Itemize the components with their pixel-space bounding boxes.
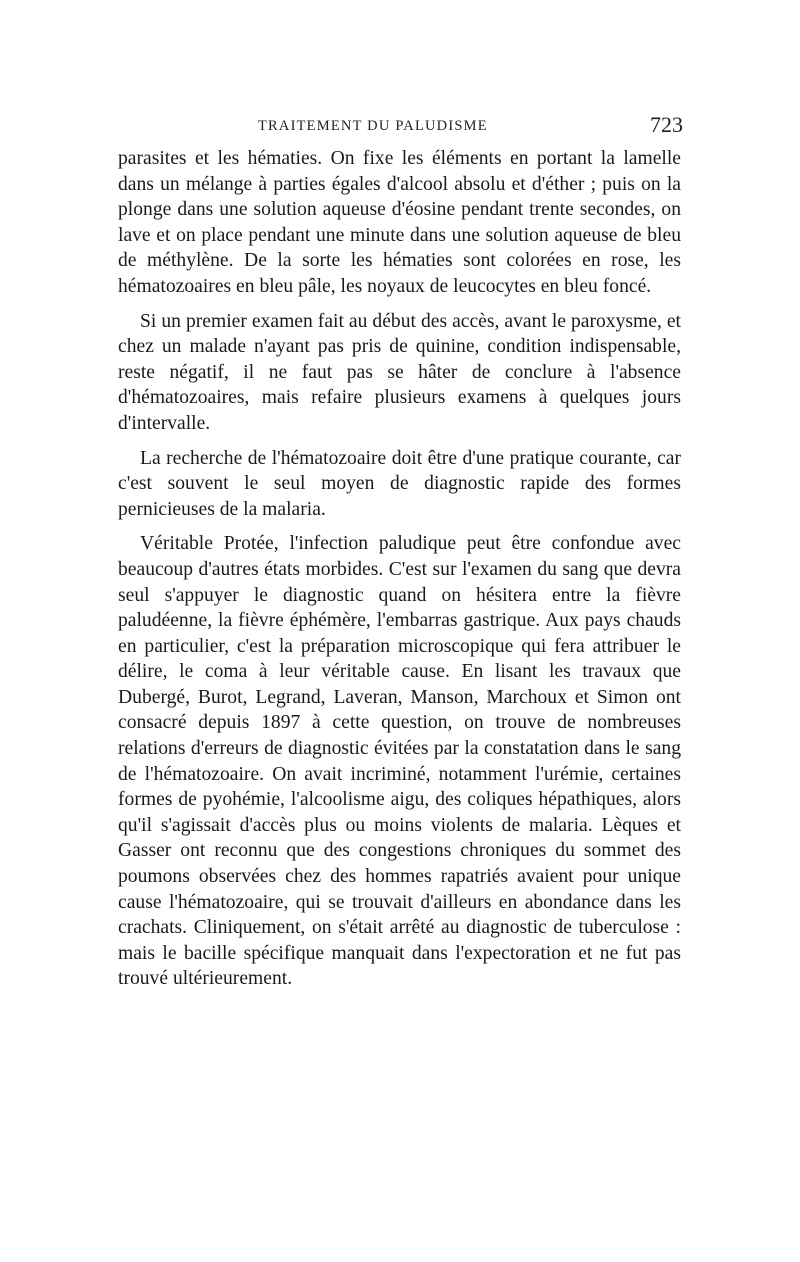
paragraph-premier-examen: Si un premier examen fait au début des accès, avant le paroxysme, et chez un malade n'ayant pas pris de quinine, condition indispensable, reste négatif, il ne faut pas se hâter de conclure à l'absence d'hématozoaires, mais refaire plusieurs examens à quelques jours d'intervalle. — [118, 310, 681, 434]
running-header — [118, 112, 683, 142]
body-text — [118, 146, 681, 1001]
paragraph-veritable-protee: Véritable Protée, l'infection paludique peut être confondue avec beaucoup d'autres états morbides. C'est sur l'examen du sang que devra seul s'appuyer le diagnostic quand on hésitera entre la fièvre paludéenne, la fièvre éphémère, l'embarras gastrique. Aux pays chauds en particulier, c'est la préparation microscopique qui fera attribuer le délire, le coma à leur véritable cause. En lisant les travaux que Dubergé, Burot, Legrand, Laveran, Manson, Marchoux et Simon ont consacré depuis 1897 à cette question, on trouve de nombreuses relations d'erreurs de diagnostic évitées par la constatation dans le sang de l'hématozoaire. On avait incriminé, notamment l'urémie, certaines formes de pyohémie, l'alcoolisme aigu, des coliques hépathiques, alors qu'il s'agissait d'accès plus ou moins violents de malaria. Lèques et Gasser ont reconnu que des congestions chroniques du sommet des poumons observées chez des hommes rapatriés avaient pour unique cause l'hématozoaire, qui se trouvait d'ailleurs en abondance dans les crachats. Cliniquement, on s'était arrêté au diagnostic de tuberculose : mais le bacille spécifique manquait dans l'expectoration et ne fut pas trouvé ultérieurement. — [118, 533, 681, 990]
page-number: 723 — [650, 112, 683, 137]
paragraph-recherche: La recherche de l'hématozoaire doit être d'une pratique courante, car c'est souvent le seul moyen de diagnostic rapide des formes pernicieuses de la malaria. — [118, 447, 681, 520]
paragraph-continuation: parasites et les hématies. On fixe les éléments en portant la lamelle dans un mélange à parties égales d'alcool absolu et d'éther ; puis on la plonge dans une solution aqueuse d'éosine pendant trente secondes, on lave et on place pendant une minute dans une solution aqueuse de bleu de méthylène. De la sorte les hématies sont colorées en rose, les hématozoaires en bleu pâle, les noyaux de leucocytes en bleu foncé. — [118, 148, 681, 297]
running-title: TRAITEMENT DU PALUDISME — [258, 118, 488, 134]
